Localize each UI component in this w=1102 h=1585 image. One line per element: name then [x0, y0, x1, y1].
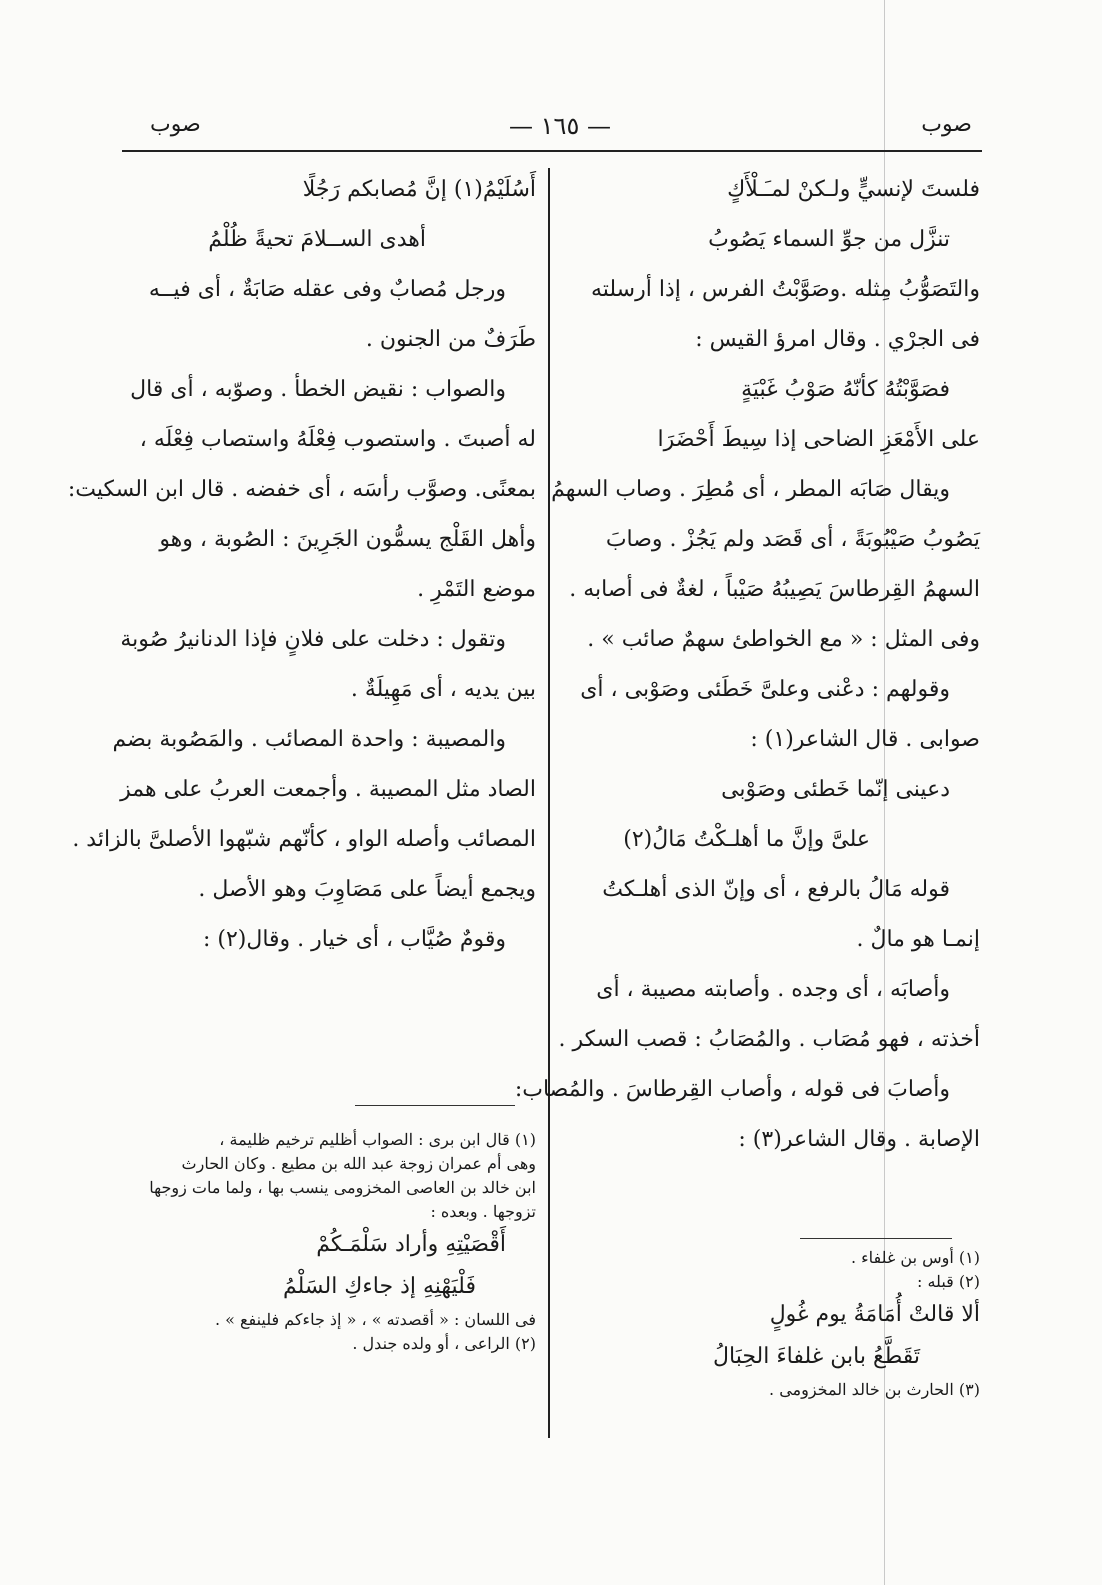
text-line: صوابى . قال الشاعر(١) :	[750, 727, 980, 752]
text-line: وأصابَ فى قوله ، وأصاب القِرطاسَ . والمُصاب:	[514, 1077, 950, 1102]
running-head-right: صوب	[921, 112, 972, 137]
text-line: والصواب : نقيض الخطأ . وصوّبه ، أى قال	[130, 377, 506, 402]
text-line: وتقول : دخلت على فلانٍ فإذا الدنانيرُ صُوبة	[120, 627, 506, 652]
text-line: له أصبتَ . واستصوب فِعْلَهُ واستصاب فِعْلَه ،	[139, 427, 536, 452]
text-line: علىَّ وإنَّ ما أهلـكْتُ مَالُ(٢)	[623, 827, 870, 852]
text-line: بين يديه ، أى مَهِيلَةٌ .	[350, 677, 536, 702]
text-line: وقومٌ صُيَّاب ، أى خيار . وقال(٢) :	[202, 927, 506, 952]
text-line: وفى المثل : « مع الخواطئ سهمٌ صائب » .	[587, 627, 980, 652]
text-line: فى الجرْي . وقال امرؤ القيس :	[695, 327, 980, 352]
page-number: — ١٦٥ —	[509, 112, 611, 140]
text-line: والمصيبة : واحدة المصائب . والمَصُوبة بضم	[112, 727, 506, 752]
footnote-verse: تَقَطَّعُ بابن غلفاءَ الحِبَالُ	[713, 1344, 920, 1369]
header-rule	[122, 150, 982, 152]
footnote-verse: ألا قالتْ أُمَامَةُ يوم غُولٍ	[769, 1302, 980, 1327]
right-column	[514, 165, 980, 1165]
text-line: الصاد مثل المصيبة . وأجمعت العربُ على همز	[120, 777, 536, 802]
text-line: على الأَمْعَزِ الضاحى إذا سِيطَ أَحْضَرَا	[657, 427, 980, 452]
running-head-left: صوب	[150, 112, 201, 137]
footnote-verse: فَلْيَهْنِهِ إذ جاءكِ السَلْمُ	[282, 1274, 476, 1299]
text-line: طَرَفٌ من الجنون .	[365, 327, 536, 352]
text-line: أَسُلَيْمُ(١) إنَّ مُصابكم رَجُلًا	[302, 177, 536, 202]
text-line: إنمـا هو مالٌ .	[856, 927, 980, 952]
text-line: ويقال صَابَه المطر ، أى مُطِرَ . وصاب السهمُ	[551, 477, 950, 502]
footnote: (٢) قبله :	[917, 1272, 980, 1291]
text-line: يَصُوبُ صَيْبُوبَةً ، أى قَصَد ولم يَجُزْ . وصابَ	[605, 527, 980, 552]
footnote: ابن خالد بن العاصى المخزومى ينسب بها ، ولما مات زوجها	[149, 1178, 536, 1197]
footnote: (١) أوس بن غلفاء .	[850, 1248, 980, 1267]
text-line: المصائب وأصله الواو ، كأنّهم شبّهوا الأصلىَّ بالزائد .	[72, 827, 536, 852]
column-divider	[548, 168, 550, 1438]
footnote: وهى أم عمران زوجة عبد الله بن مطيع . وكان الحارث	[181, 1154, 536, 1173]
left-column	[67, 165, 536, 965]
text-line: دعينى إنّما خَطئى وصَوْبى	[721, 777, 950, 802]
footnote-verse: أَقْصَيْتِهِ وأراد سَلْمَـكُمْ	[316, 1232, 506, 1257]
text-line: فلستَ لإنسيٍّ ولـكنْ لمـَـلْأَكٍ	[727, 177, 980, 202]
text-line: ورجل مُصابٌ وفى عقله صَابَةٌ ، أى فيــه	[148, 277, 506, 302]
footnote-rule	[800, 1238, 952, 1239]
right-footnotes	[560, 1246, 980, 1402]
left-footnotes	[122, 1128, 536, 1356]
text-line: فصَوَّبْتُهُ كأنّهُ صَوْبُ غَبْيَةٍ	[741, 377, 950, 402]
text-line: موضع التَمْرِ .	[417, 577, 536, 602]
text-line: بمعنًى. وصوَّب رأسَه ، أى خفضه . قال ابن السكيت:	[67, 477, 536, 502]
footnote: (٣) الحارث بن خالد المخزومى .	[769, 1380, 980, 1399]
text-line: أخذته ، فهو مُصَاب . والمُصَابُ : قصب السكر .	[558, 1027, 980, 1052]
text-line: السهمُ القِرطاسَ يَصِيبُهُ صَيْباً ، لغةٌ فى أصابه .	[569, 577, 980, 602]
text-line: وقولهم : دعْنى وعلىَّ خَطَئى وصَوْبى ، أى	[580, 677, 950, 702]
footnote: (١) قال ابن برى : الصواب أظليم ترخيم ظليمة ،	[219, 1130, 536, 1149]
footnote: (٢) الراعى ، أو ولده جندل .	[352, 1334, 536, 1353]
footnote: تزوجها . وبعده :	[430, 1202, 536, 1221]
text-line: والتَصَوُّبُ مِثله .وصَوَّبْتُ الفرس ، إذا أرسلته	[590, 277, 980, 302]
text-line: تنزَّل من جوِّ السماء يَصُوبُ	[708, 227, 950, 252]
text-line: قوله مَالُ بالرفع ، أى وإنّ الذى أهلـكتُ	[602, 877, 950, 902]
text-line: ويجمع أيضاً على مَصَاوِبَ وهو الأصل .	[198, 877, 536, 902]
text-line: الإصابة . وقال الشاعر(٣) :	[738, 1127, 980, 1152]
text-line: أهدى الســلامَ تحيةً ظُلْمُ	[208, 227, 426, 252]
text-line: وأصابَه ، أى وجده . وأصابته مصيبة ، أى	[596, 977, 950, 1002]
text-line: وأهل القَلْج يسمُّون الجَرِينَ : الصُوبة ، وهو	[159, 527, 536, 552]
footnote-rule	[355, 1105, 515, 1106]
footnote: فى اللسان : « أقصدته » ، « إذ جاءكم فلينفع » .	[214, 1310, 536, 1329]
